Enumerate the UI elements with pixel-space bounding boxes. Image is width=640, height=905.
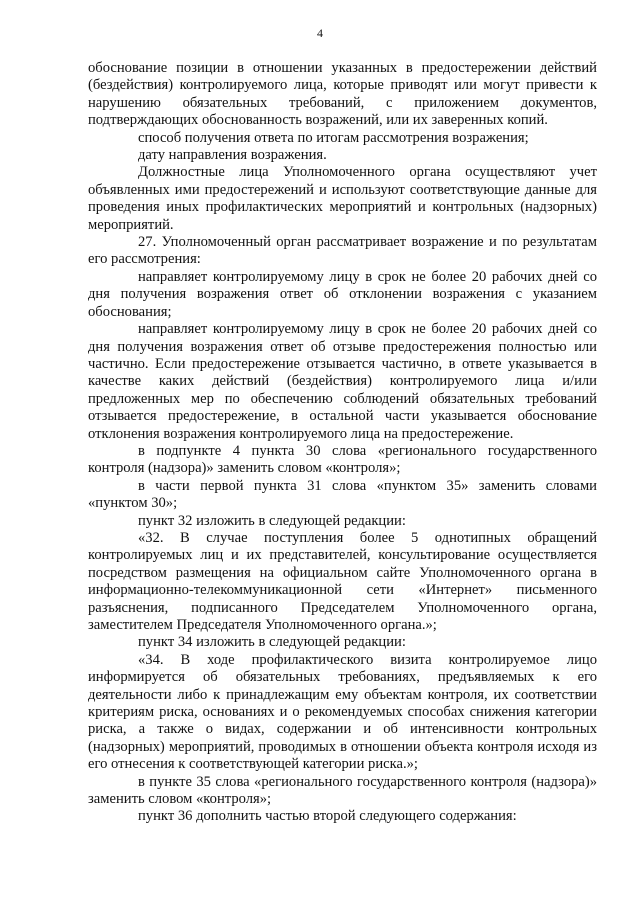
paragraph-item-27: 27. Уполномоченный орган рассматривает возражение и по результатам его рассмотрения: <box>88 234 597 268</box>
paragraph-rejection-response: направляет контролируемому лицу в срок не более 20 рабочих дней со дня получения возражения ответ об отклонении возражения с указанием обоснования; <box>88 268 597 320</box>
paragraph-subitem-4-item-30: в подпункте 4 пункта 30 слова «регионального государственного контроля (надзора)» заменить словом «контроля»; <box>88 442 597 477</box>
paragraph-item-31: в части первой пункта 31 слова «пунктом 35» заменить словами «пунктом 30»; <box>88 477 597 512</box>
paragraph-objection-justification: обоснование позиции в отношении указанных в предостережении действий (бездействия) контролируемого лица, которые приводят или могут привести к нарушению обязательных требований, с приложением документов, подтверждающих обоснованность возражений, или их заверенных копий. <box>88 60 597 129</box>
paragraph-item-34-text: «34. В ходе профилактического визита контролируемое лицо информируется об обязательных требованиях, предъявляемых к его деятельности либо к принадлежащим ему объектам контроля, их соответствии критериям риска, основаниях и о рекомендуемых способах снижения категории риска, а также о видах, содержании и об интенсивности контрольных (надзорных) мероприятий, проводимых в отношении объекта контроля исходя из его отнесения к соответствующей категории риска.»; <box>88 651 597 773</box>
document-body <box>88 60 597 826</box>
page-number: 4 <box>317 26 323 40</box>
paragraph-item-32-text: «32. В случае поступления более 5 однотипных обращений контролируемых лиц и их представителей, консультирование осуществляется посредством размещения на официальном сайте Уполномоченного органа в информационно-телекоммуникационной сети «Интернет» письменного разъяснения, подписанного Председателем Уполномоченного органа, заместителем Председателя Уполномоченного органа.»; <box>88 529 597 633</box>
paragraph-item-36: пункт 36 дополнить частью второй следующего содержания: <box>138 808 517 825</box>
paragraph-item-34-intro: пункт 34 изложить в следующей редакции: <box>138 634 406 651</box>
paragraph-item-35: в пункте 35 слова «регионального государственного контроля (надзора)» заменить словом «контроля»; <box>88 773 597 808</box>
paragraph-item-32-intro: пункт 32 изложить в следующей редакции: <box>138 512 406 529</box>
paragraph-objection-date: дату направления возражения. <box>138 147 327 164</box>
paragraph-withdrawal-response: направляет контролируемому лицу в срок не более 20 рабочих дней со дня получения возражения ответ об отзыве предостережения полностью или частично. Если предостережение отзывается частично, в ответе указывается в качестве каких действий (бездействия) контролируемого лица и/или предложенных мер по обеспечению соблюдений обязательных требований отзывается предостережение, в остальной части указывается обоснование отклонения возражения контролируемого лица на предостережение. <box>88 321 597 442</box>
paragraph-response-method: способ получения ответа по итогам рассмотрения возражения; <box>138 129 529 146</box>
paragraph-officials-records: Должностные лица Уполномоченного органа осуществляют учет объявленных ими предостережений и используют соответствующие данные для проведения иных профилактических мероприятий и контрольных (надзорных) мероприятий. <box>88 164 597 233</box>
